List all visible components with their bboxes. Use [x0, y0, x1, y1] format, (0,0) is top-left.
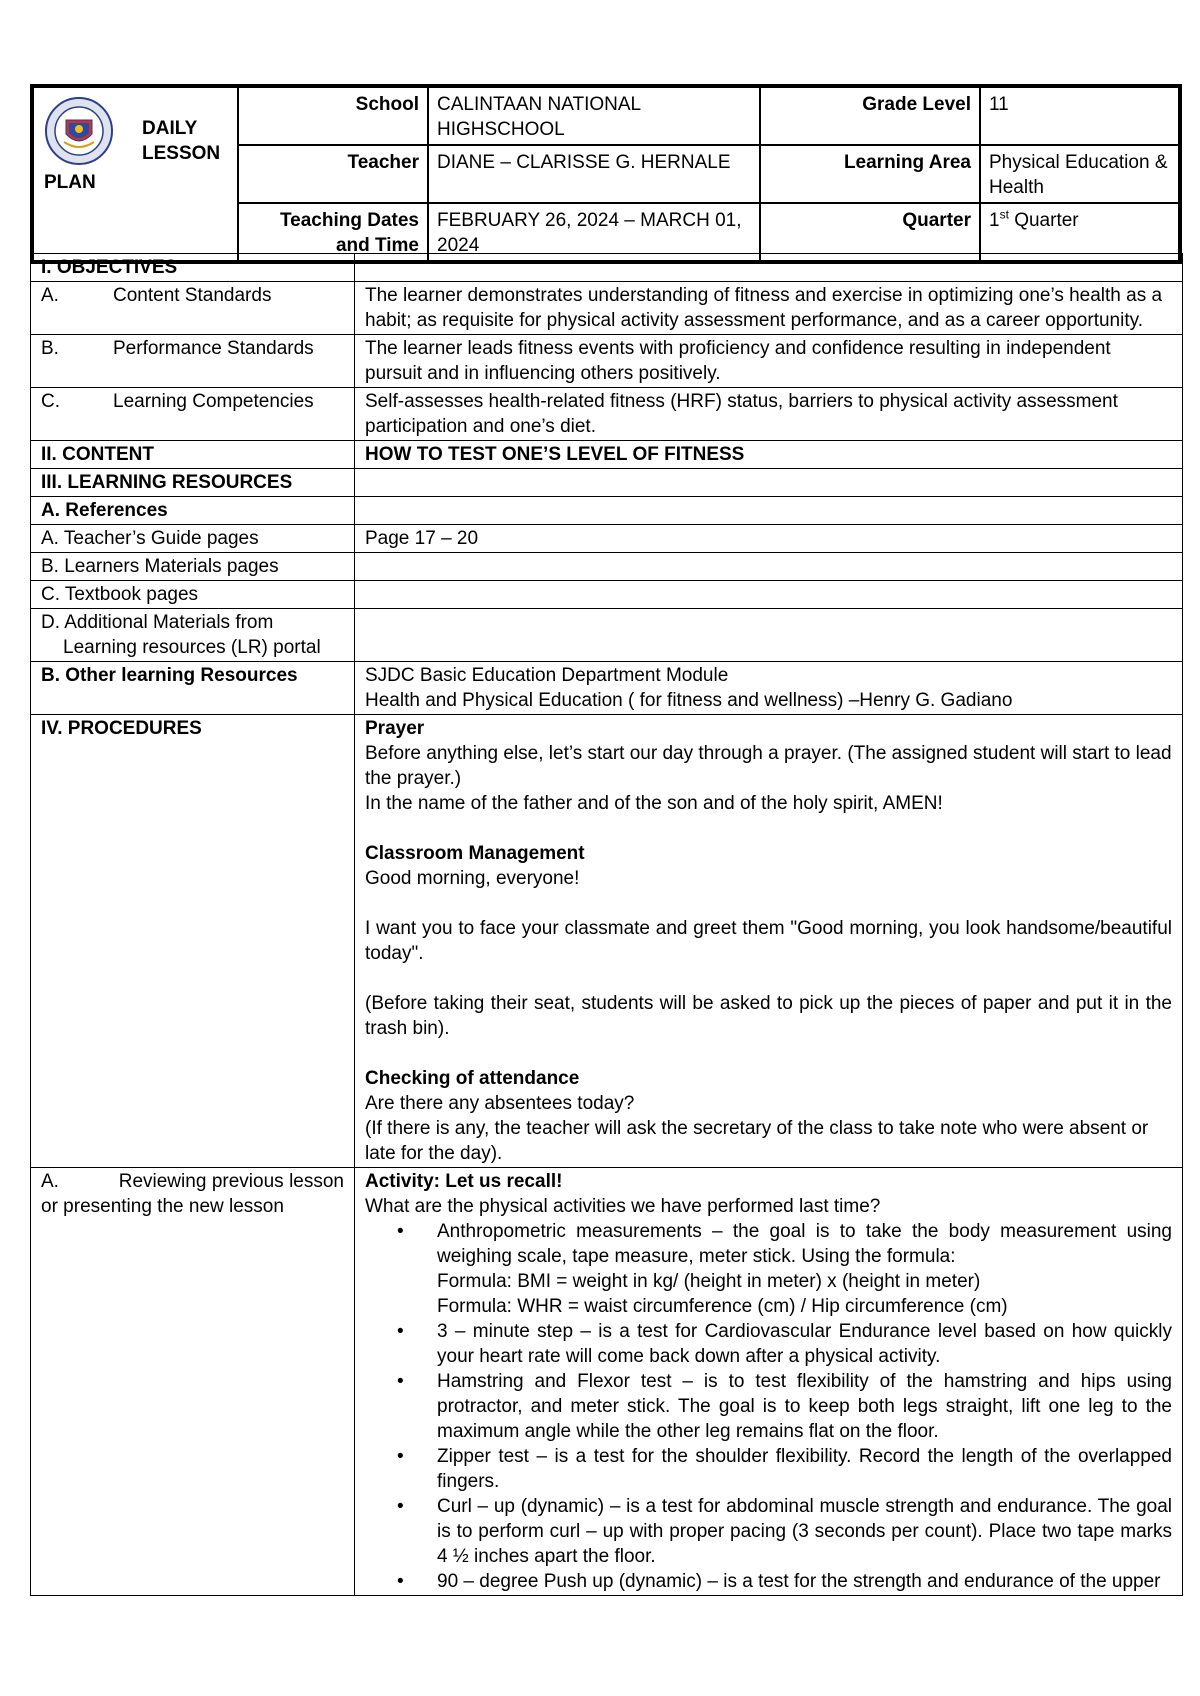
grade-level-label: Grade Level [760, 86, 980, 145]
classroom-greeting: Good morning, everyone! [365, 868, 580, 889]
references-heading: A. References [31, 497, 355, 525]
objectives-heading-value [355, 254, 1183, 282]
additional-materials-label: D. Additional Materials from Learning resources (LR) portal [31, 609, 355, 662]
additional-materials-value [355, 609, 1183, 662]
classroom-seat-instruction: (Before taking their seat, students will be asked to pick up the pieces of paper and put it in the trash bin). [365, 993, 1172, 1039]
attendance-title: Checking of attendance [365, 1068, 580, 1089]
learners-materials-label: B. Learners Materials pages [31, 553, 355, 581]
deped-seal-icon [44, 96, 114, 166]
teachers-guide-value: Page 17 – 20 [355, 525, 1183, 553]
procedures-heading: IV. PROCEDURES [31, 715, 355, 1168]
content-standards-label: A. Content Standards [31, 282, 355, 335]
lesson-table [30, 253, 1183, 1596]
teacher-value: DIANE – CLARISSE G. HERNALE [428, 145, 760, 203]
attendance-question: Are there any absentees today? [365, 1093, 635, 1114]
other-resources-value: SJDC Basic Education Department Module Health and Physical Education ( for fitness and wellness) –Henry G. Gadiano [355, 662, 1183, 715]
list-item: • Zipper test – is a test for the shoulder flexibility. Record the length of the overlapped fingers. [397, 1446, 1172, 1492]
attendance-note: (If there is any, the teacher will ask the secretary of the class to take note who were absent or late for the day). [365, 1118, 1149, 1164]
teachers-guide-label: A. Teacher’s Guide pages [31, 525, 355, 553]
learning-competencies-label: C. Learning Competencies [31, 388, 355, 441]
list-item: • 90 – degree Push up (dynamic) – is a test for the strength and endurance of the upper [397, 1571, 1161, 1592]
list-item: • Anthropometric measurements – the goal is to take the body measurement using weighing scale, tape measure, meter stick. Using the formula: Formula: BMI = weight in kg/ (height in meter) x (height in meter) Formula: WHR = waist circumference (cm) / Hip circumference (cm) [397, 1221, 1172, 1317]
prayer-text: Before anything else, let’s start our day through a prayer. (The assigned student will start to lead the prayer.) [365, 743, 1172, 789]
quarter-value: 1st Quarter [980, 203, 1180, 262]
header-table [30, 84, 1182, 264]
teacher-label: Teacher [238, 145, 428, 203]
content-value: HOW TO TEST ONE’S LEVEL OF FITNESS [355, 441, 1183, 469]
references-value [355, 497, 1183, 525]
performance-standards-label: B. Performance Standards [31, 335, 355, 388]
list-item: • Curl – up (dynamic) – is a test for abdominal muscle strength and endurance. The goal is to perform curl – up with proper pacing (3 seconds per count). Place two tape marks 4 ½ inches apart the floor. [397, 1496, 1172, 1567]
content-heading: II. CONTENT [31, 441, 355, 469]
activity-question: What are the physical activities we have performed last time? [365, 1196, 881, 1217]
prayer-line: In the name of the father and of the son and of the holy spirit, AMEN! [365, 793, 943, 814]
classroom-face-instruction: I want you to face your classmate and greet them "Good morning, you look handsome/beautiful today". [365, 918, 1172, 964]
performance-standards-text: The learner leads fitness events with proficiency and confidence resulting in independent pursuit and in influencing others positively. [355, 335, 1183, 388]
dlp-title: DAILY LESSON [142, 118, 221, 164]
learning-area-value: Physical Education & Health [980, 145, 1180, 203]
textbook-pages-label: C. Textbook pages [31, 581, 355, 609]
dlp-title-cell [32, 86, 238, 262]
activity-title: Activity: Let us recall! [365, 1171, 563, 1192]
learning-competencies-text: Self-assesses health-related fitness (HRF) status, barriers to physical activity assessment participation and one’s diet. [355, 388, 1183, 441]
learning-resources-value [355, 469, 1183, 497]
school-value: CALINTAAN NATIONAL HIGHSCHOOL [428, 86, 760, 145]
objectives-heading: I. OBJECTIVES [31, 254, 355, 282]
teaching-dates-label: Teaching Dates and Time [238, 203, 428, 262]
list-item: • Hamstring and Flexor test – is to test flexibility of the hamstring and hips using protractor, and meter stick. The goal is to keep both legs straight, lift one leg to the maximum angle while the other leg remains flat on the floor. [397, 1371, 1172, 1442]
review-lesson-label: A. Reviewing previous lesson or presenting the new lesson [31, 1168, 355, 1596]
learners-materials-value [355, 553, 1183, 581]
content-standards-text: The learner demonstrates understanding of fitness and exercise in optimizing one’s health as a habit; as requisite for physical activity assessment performance, and as a career opportunity. [355, 282, 1183, 335]
school-label: School [238, 86, 428, 145]
activity-list [365, 1219, 1172, 1594]
list-item: • 3 – minute step – is a test for Cardiovascular Endurance level based on how quickly your heart rate will come back down after a physical activity. [397, 1321, 1172, 1367]
prayer-title: Prayer [365, 718, 425, 739]
learning-resources-heading: III. LEARNING RESOURCES [31, 469, 355, 497]
dlp-title-plan: PLAN [44, 172, 96, 193]
textbook-pages-value [355, 581, 1183, 609]
teaching-dates-value: FEBRUARY 26, 2024 – MARCH 01, 2024 [428, 203, 760, 262]
procedures-opening [355, 715, 1183, 1168]
other-resources-label: B. Other learning Resources [31, 662, 355, 715]
learning-area-label: Learning Area [760, 145, 980, 203]
review-lesson-content [355, 1168, 1183, 1596]
classroom-management-title: Classroom Management [365, 843, 585, 864]
quarter-label: Quarter [760, 203, 980, 262]
grade-level-value: 11 [980, 86, 1180, 145]
